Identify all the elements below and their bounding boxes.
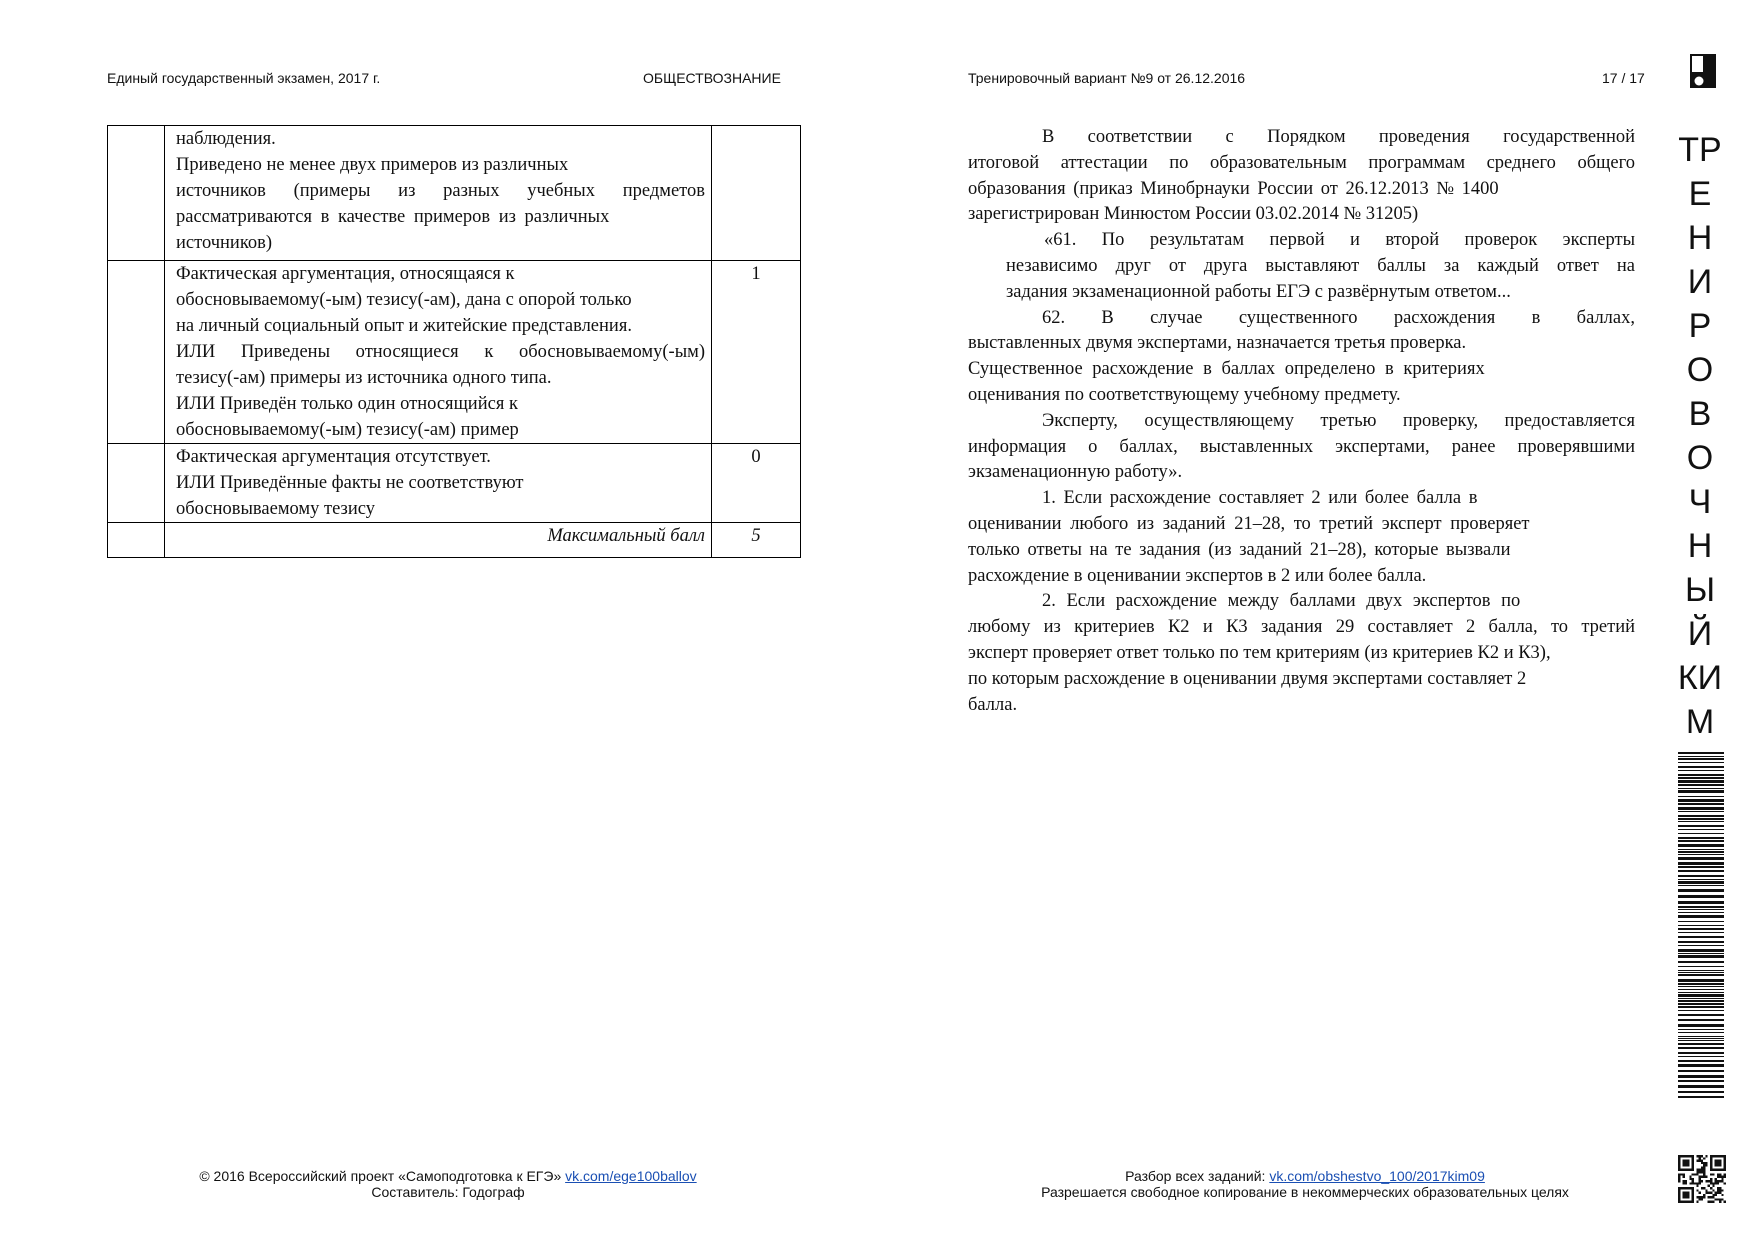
side-letter: О [1686,351,1714,389]
side-letter: Н [1687,219,1713,257]
logo-icon [1690,54,1716,88]
paragraph-order-reference [968,125,1635,228]
criteria-text-line: ИЛИ Приведены относящиеся к обосновываемому(-ым) [176,342,705,362]
criteria-text-line: обосновываемому тезису [176,499,375,519]
text-line: только ответы на те задания (из заданий 21–28), которые вызвали [968,539,1511,560]
criteria-score: 0 [712,444,801,523]
text-line: В соответствии с Порядком проведения государственной [1042,127,1635,147]
footer-analysis-link[interactable]: vk.com/obshestvo_100/2017kim09 [1269,1168,1485,1184]
paragraph-rule-1 [968,486,1635,589]
header-exam: Единый государственный экзамен, 2017 г. [107,70,381,86]
side-letter: О [1686,439,1714,477]
text-line: образования (приказ Минобрнауки России от 26.12.2013 № 1400 [968,178,1499,199]
footer-author: Составитель: Годограф [371,1184,525,1200]
criteria-text-line: наблюдения. [176,129,276,149]
procedure-text [968,125,1635,718]
max-score-label: Максимальный балл [165,523,712,558]
text-line: эксперт проверяет ответ только по тем критериям (из критериев К2 и К3), [968,642,1551,663]
criteria-text-line: ИЛИ Приведён только один относящийся к [176,394,518,414]
side-letter: Р [1688,307,1712,345]
criteria-text-line: Фактическая аргументация отсутствует. [176,447,491,467]
criteria-text-line: обосновываемому(-ым) тезису(-ам) пример [176,420,519,440]
header-variant: Тренировочный вариант №9 от 26.12.2016 [968,70,1246,86]
paragraph-third-check [968,409,1635,486]
text-line: оценивания по соответствующему учебному предмету. [968,384,1401,405]
text-line: выставленных двумя экспертами, назначается третья проверка. [968,333,1467,354]
criteria-row-continuation [108,126,801,261]
side-letter: КИ [1677,659,1723,697]
criteria-table [107,125,801,558]
text-line: «61. По результатам первой и второй проверок эксперты [1044,230,1635,251]
text-line: 2. Если расхождение между баллами двух экспертов по [1042,591,1521,612]
criteria-row-score-1 [108,261,801,444]
footer-analysis-label: Разбор всех заданий: [1125,1168,1266,1184]
criteria-text-line: Фактическая аргументация, относящаяся к [176,264,515,284]
text-line: экзаменационную работу». [968,462,1183,483]
side-vertical-label [1674,128,1726,744]
text-line: информация о баллах, выставленных экспертами, ранее проверявшими [968,436,1635,457]
criteria-row-score-0 [108,444,801,523]
text-line: зарегистрирован Минюстом России 03.02.2014 № 31205) [968,204,1419,225]
criteria-score [712,126,801,261]
side-letter: Й [1687,615,1713,653]
footer-copyright: © 2016 Всероссийский проект «Самоподготовка к ЕГЭ» [199,1168,562,1184]
text-line: задания экзаменационной работы ЕГЭ с развёрнутым ответом... [1006,281,1511,302]
criteria-text-line: рассматриваются в качестве примеров из различных [176,207,610,227]
max-score-value: 5 [712,523,801,558]
side-letter: В [1688,395,1712,433]
text-line: расхождение в оценивании экспертов в 2 или более балла. [968,565,1427,586]
footer-vk-link[interactable]: vk.com/ege100ballov [565,1168,697,1184]
side-letter: Н [1687,527,1713,565]
criteria-text-line: тезису(-ам) примеры из источника одного типа. [176,368,552,388]
criteria-text-line: источников) [176,233,273,253]
text-line: Существенное расхождение в баллах определено в критериях [968,359,1485,380]
footer-left [188,1168,708,1200]
text-line: Эксперту, осуществляющему третью проверку, предоставляется [1042,410,1635,431]
side-letter: И [1687,263,1713,301]
side-letter: Ы [1684,571,1716,609]
header-page-number: 17 / 17 [1602,70,1645,86]
side-letter: ТР [1678,131,1722,169]
header-subject: ОБЩЕСТВОЗНАНИЕ [643,70,781,86]
criteria-text-line: ИЛИ Приведённые факты не соответствуют [176,473,524,493]
side-letter: М [1685,703,1715,741]
criteria-text-line: обосновываемому(-ым) тезису(-ам), дана с опорой только [176,290,632,310]
criteria-text-line: на личный социальный опыт и житейские представления. [176,316,632,336]
text-line: любому из критериев К2 и К3 задания 29 составляет 2 балла, то третий [968,617,1635,638]
side-letter: Ч [1688,483,1712,521]
qr-code-icon [1678,1155,1726,1203]
footer-right [1020,1168,1590,1200]
criteria-text-line: Приведено не менее двух примеров из различных [176,155,569,175]
paragraph-quote-61 [968,228,1635,305]
criteria-score: 1 [712,261,801,444]
text-line: балла. [968,694,1018,715]
text-line: 1. Если расхождение составляет 2 или более балла в [1042,488,1478,509]
text-line: независимо друг от друга выставляют баллы за каждый ответ на [1006,255,1635,276]
paragraph-quote-62 [968,306,1635,409]
criteria-text-line: источников (примеры из разных учебных предметов [176,181,705,201]
text-line: итоговой аттестации по образовательным программам среднего общего [968,152,1635,173]
paragraph-rule-2 [968,589,1635,718]
barcode-icon [1678,752,1724,1100]
criteria-row-max [108,523,801,558]
text-line: оценивании любого из заданий 21–28, то третий эксперт проверяет [968,513,1530,534]
text-line: 62. В случае существенного расхождения в баллах, [1042,307,1635,328]
side-letter: Е [1688,175,1712,213]
text-line: по которым расхождение в оценивании двумя экспертами составляет 2 [968,668,1527,689]
footer-copy-permission: Разрешается свободное копирование в некоммерческих образовательных целях [1041,1184,1569,1200]
